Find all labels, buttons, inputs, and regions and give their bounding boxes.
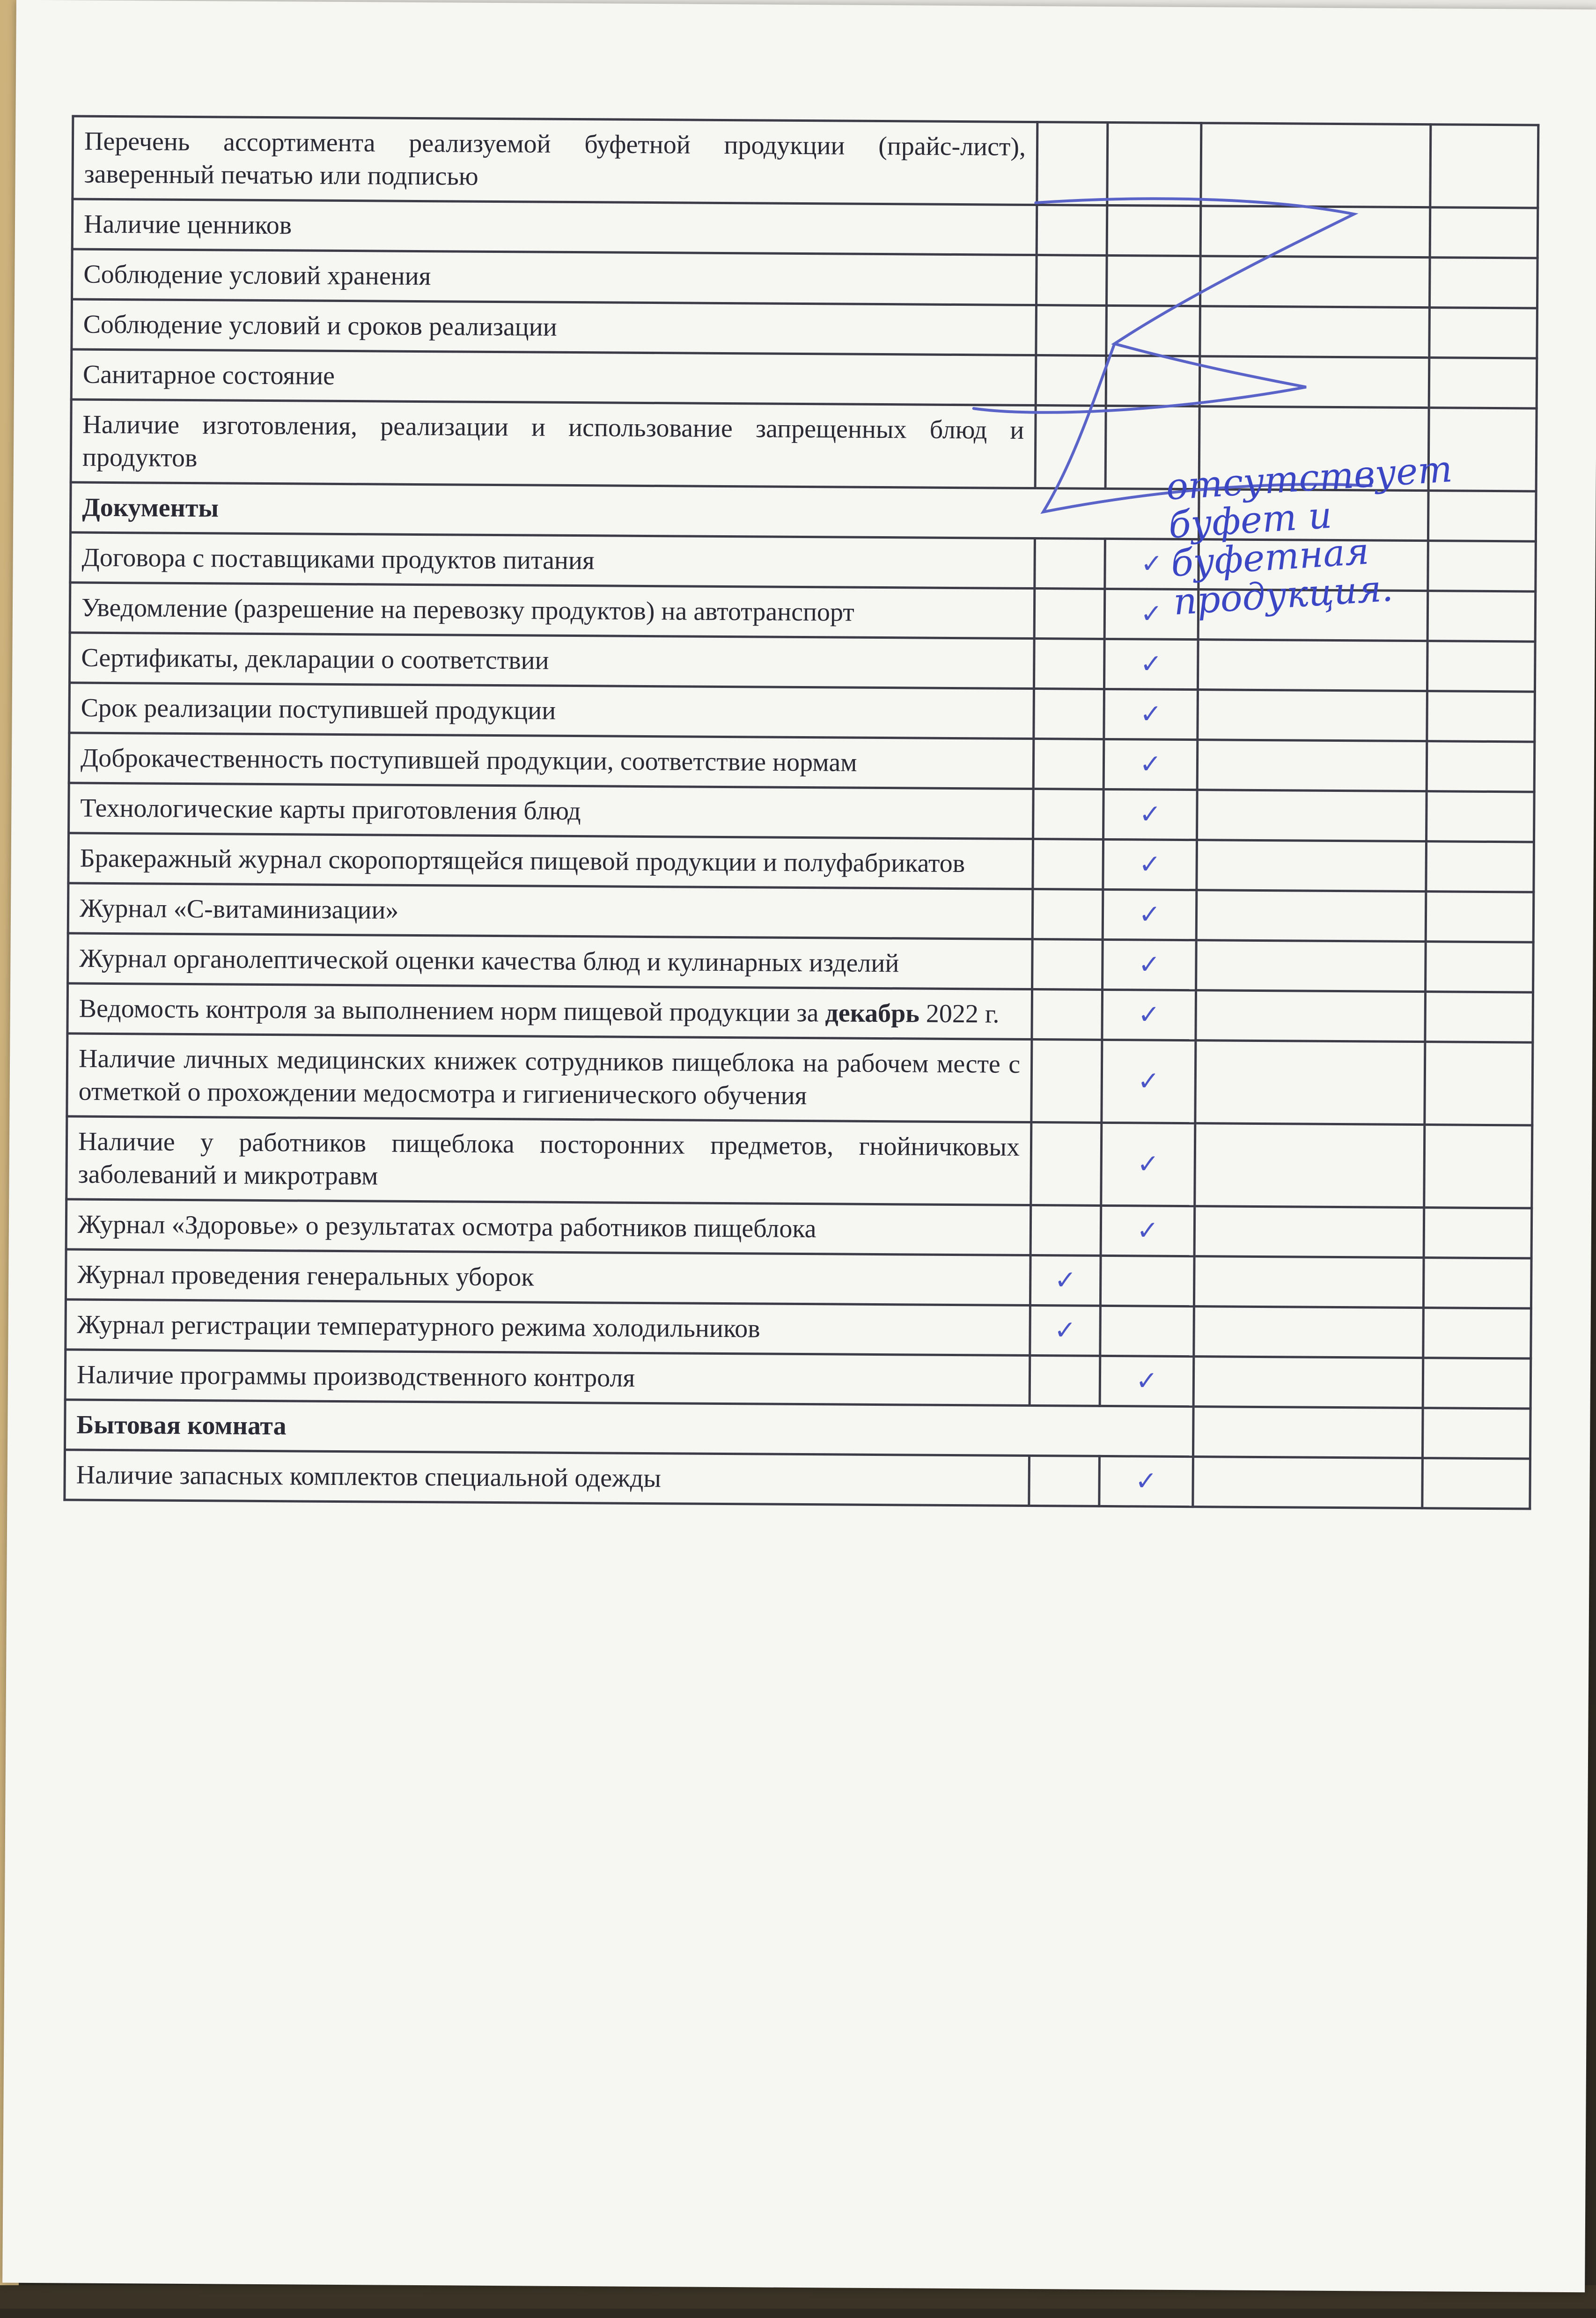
- empty-mark-cell: [1193, 1457, 1423, 1508]
- empty-mark-cell: [1033, 789, 1104, 840]
- table-row: [67, 1034, 1533, 1125]
- empty-mark-cell: [1100, 1306, 1194, 1356]
- table-row: [68, 883, 1534, 942]
- empty-mark-cell: [1106, 255, 1200, 306]
- table-row: [69, 783, 1535, 842]
- table-row: [66, 1249, 1531, 1308]
- empty-mark-cell: [1034, 639, 1104, 689]
- empty-mark-cell: [1032, 989, 1103, 1040]
- table-row: [66, 1199, 1532, 1258]
- empty-mark-cell: [1107, 122, 1201, 206]
- empty-mark-cell: [1036, 355, 1106, 406]
- empty-mark-cell: [1031, 1040, 1102, 1123]
- check-mark-cell: ✓: [1104, 689, 1198, 739]
- row-label: Наличие изготовления, реализации и использование запрещенных блюд и продуктов: [71, 399, 1036, 488]
- section-heading: Бытовая комната: [65, 1400, 1194, 1457]
- empty-mark-cell: [1198, 690, 1427, 741]
- empty-mark-cell: [1196, 940, 1426, 992]
- empty-mark-cell: [1194, 1307, 1424, 1358]
- check-mark-cell: ✓: [1103, 889, 1197, 940]
- empty-mark-cell: [1034, 589, 1105, 639]
- handwritten-note: отсутствует буфет и буфетная продукция.: [1165, 448, 1454, 623]
- row-label-part: 2022 г.: [919, 999, 1000, 1029]
- check-mark-cell: ✓: [1101, 1205, 1195, 1256]
- empty-mark-cell: [1196, 890, 1426, 942]
- empty-mark-cell: [1030, 1356, 1100, 1406]
- row-label: Наличие запасных комплектов специальной одежды: [65, 1450, 1030, 1506]
- table-row: [72, 299, 1537, 358]
- empty-mark-cell: [1106, 305, 1200, 356]
- row-label: Соблюдение условий хранения: [72, 249, 1037, 305]
- empty-mark-cell: [1193, 1357, 1423, 1408]
- row-label: Наличие у работников пищеблока посторонних предметов, гнойничковых заболеваний и микротравм: [66, 1116, 1031, 1205]
- table-row: [69, 683, 1535, 742]
- empty-mark-cell: [1035, 539, 1105, 589]
- empty-mark-cell: [1200, 306, 1430, 358]
- empty-mark-cell: [1427, 691, 1535, 742]
- row-label: [67, 983, 1032, 1040]
- empty-mark-cell: [1201, 123, 1431, 207]
- table-row: [70, 633, 1536, 692]
- empty-mark-cell: [1032, 889, 1103, 940]
- table-row: [65, 1350, 1531, 1409]
- empty-mark-cell: [1430, 207, 1538, 258]
- empty-mark-cell: [1197, 740, 1427, 791]
- row-label: Доброкачественность поступившей продукции, соответствие нормам: [69, 733, 1034, 789]
- table-row: [72, 249, 1538, 308]
- empty-mark-cell: [1198, 640, 1427, 691]
- checklist-table: [63, 115, 1539, 1510]
- empty-mark-cell: [1194, 1256, 1424, 1308]
- check-mark-cell: ✓: [1103, 939, 1197, 990]
- empty-mark-cell: [1197, 790, 1427, 842]
- empty-mark-cell: [1107, 205, 1201, 256]
- check-mark-cell: ✓: [1103, 739, 1198, 790]
- empty-mark-cell: [1194, 1206, 1424, 1258]
- empty-cell: [1422, 1408, 1530, 1459]
- table-row: [65, 1450, 1530, 1509]
- empty-mark-cell: [1037, 122, 1108, 206]
- table-row: [69, 733, 1535, 792]
- row-label: Наличие ценников: [72, 199, 1037, 255]
- empty-mark-cell: [1196, 990, 1426, 1042]
- empty-mark-cell: [1423, 1258, 1531, 1308]
- row-label: Санитарное состояние: [71, 349, 1036, 406]
- table-row: [72, 199, 1538, 258]
- empty-mark-cell: [1422, 1458, 1530, 1509]
- row-label: Журнал «Здоровье» о результатах осмотра работников пищеблока: [66, 1199, 1031, 1255]
- table-row: [67, 983, 1533, 1042]
- empty-mark-cell: [1426, 892, 1534, 942]
- empty-mark-cell: [1425, 992, 1533, 1042]
- empty-mark-cell: [1033, 739, 1104, 790]
- empty-mark-cell: [1036, 305, 1107, 356]
- table-row: [71, 349, 1537, 408]
- empty-mark-cell: [1425, 1042, 1533, 1125]
- check-mark-cell: ✓: [1102, 989, 1196, 1040]
- empty-mark-cell: [1106, 355, 1200, 406]
- row-label-bold: декабрь: [825, 998, 920, 1028]
- row-label: Срок реализации поступившей продукции: [69, 683, 1034, 739]
- row-label-part: Ведомость контроля за выполнением норм пищевой продукции за: [79, 994, 825, 1028]
- row-label: Журнал проведения генеральных уборок: [66, 1249, 1030, 1306]
- empty-mark-cell: [1036, 255, 1107, 306]
- empty-mark-cell: [1423, 1358, 1531, 1409]
- empty-mark-cell: [1033, 839, 1103, 890]
- empty-mark-cell: [1423, 1308, 1531, 1358]
- row-label: Бракеражный журнал скоропортящейся пищевой продукции и полуфабрикатов: [68, 833, 1033, 889]
- row-label: Технологические карты приготовления блюд: [69, 783, 1034, 839]
- empty-mark-cell: [1100, 1255, 1194, 1306]
- check-mark-cell: ✓: [1105, 539, 1199, 589]
- check-mark-cell: ✓: [1099, 1456, 1193, 1506]
- empty-mark-cell: [1195, 1041, 1425, 1125]
- empty-mark-cell: [1030, 1205, 1101, 1256]
- empty-mark-cell: [1034, 689, 1104, 739]
- empty-mark-cell: [1029, 1455, 1100, 1506]
- table-row: [68, 833, 1534, 892]
- row-label: Наличие личных медицинских книжек сотрудников пищеблока на рабочем месте с отметкой о прохождении медосмотра и гигиенического обучения: [67, 1034, 1032, 1122]
- empty-mark-cell: [1426, 942, 1534, 992]
- empty-mark-cell: [1032, 939, 1103, 990]
- empty-mark-cell: [1424, 1208, 1532, 1258]
- check-mark-cell: ✓: [1100, 1356, 1194, 1406]
- empty-mark-cell: [1199, 356, 1429, 408]
- row-label: Уведомление (разрешение на перевозку продуктов) на автотранспорт: [70, 583, 1035, 639]
- row-label: Сертификаты, декларации о соответствии: [70, 633, 1035, 689]
- empty-cell: [1193, 1407, 1423, 1458]
- row-label: Наличие программы производственного контроля: [65, 1350, 1030, 1406]
- empty-mark-cell: [1427, 741, 1535, 792]
- check-mark-cell: ✓: [1104, 589, 1199, 639]
- section-row: [65, 1400, 1531, 1459]
- row-label: Журнал «С-витаминизации»: [68, 883, 1033, 939]
- checklist-body: [65, 116, 1538, 1509]
- empty-mark-cell: [1426, 842, 1534, 892]
- empty-mark-cell: [1430, 125, 1538, 208]
- row-label: Договора с поставщиками продуктов питания: [70, 532, 1035, 589]
- empty-mark-cell: [1200, 206, 1430, 258]
- row-label: Перечень ассортимента реализуемой буфетной продукции (прайс-лист), заверенный печатью или подписью: [73, 116, 1037, 205]
- empty-mark-cell: [1197, 840, 1427, 892]
- empty-mark-cell: [1424, 1125, 1532, 1208]
- empty-mark-cell: [1429, 358, 1537, 408]
- table-row: [66, 1299, 1531, 1358]
- empty-mark-cell: [1037, 205, 1107, 256]
- check-mark-cell: ✓: [1101, 1122, 1195, 1206]
- empty-mark-cell: [1035, 406, 1106, 489]
- row-label: Соблюдение условий и сроков реализации: [72, 299, 1037, 355]
- empty-mark-cell: [1200, 256, 1430, 308]
- section-heading: Документы: [70, 482, 1199, 539]
- empty-mark-cell: [1031, 1122, 1102, 1206]
- check-mark-cell: ✓: [1102, 1040, 1196, 1123]
- empty-mark-cell: [1427, 641, 1535, 692]
- table-row: [68, 933, 1534, 992]
- empty-mark-cell: [1429, 258, 1537, 308]
- check-mark-cell: ✓: [1104, 639, 1198, 689]
- empty-mark-cell: [1429, 308, 1537, 358]
- empty-mark-cell: [1195, 1123, 1425, 1208]
- row-label: Журнал органолептической оценки качества блюд и кулинарных изделий: [68, 933, 1033, 989]
- table-row: [73, 116, 1538, 208]
- check-mark-cell: ✓: [1103, 789, 1198, 840]
- check-mark-cell: ✓: [1030, 1255, 1101, 1306]
- row-label: Журнал регистрации температурного режима холодильников: [66, 1299, 1030, 1356]
- document-page: [2, 0, 1596, 2292]
- table-row: [66, 1116, 1532, 1208]
- empty-mark-cell: [1427, 791, 1535, 842]
- check-mark-cell: ✓: [1030, 1306, 1101, 1356]
- check-mark-cell: ✓: [1103, 839, 1197, 890]
